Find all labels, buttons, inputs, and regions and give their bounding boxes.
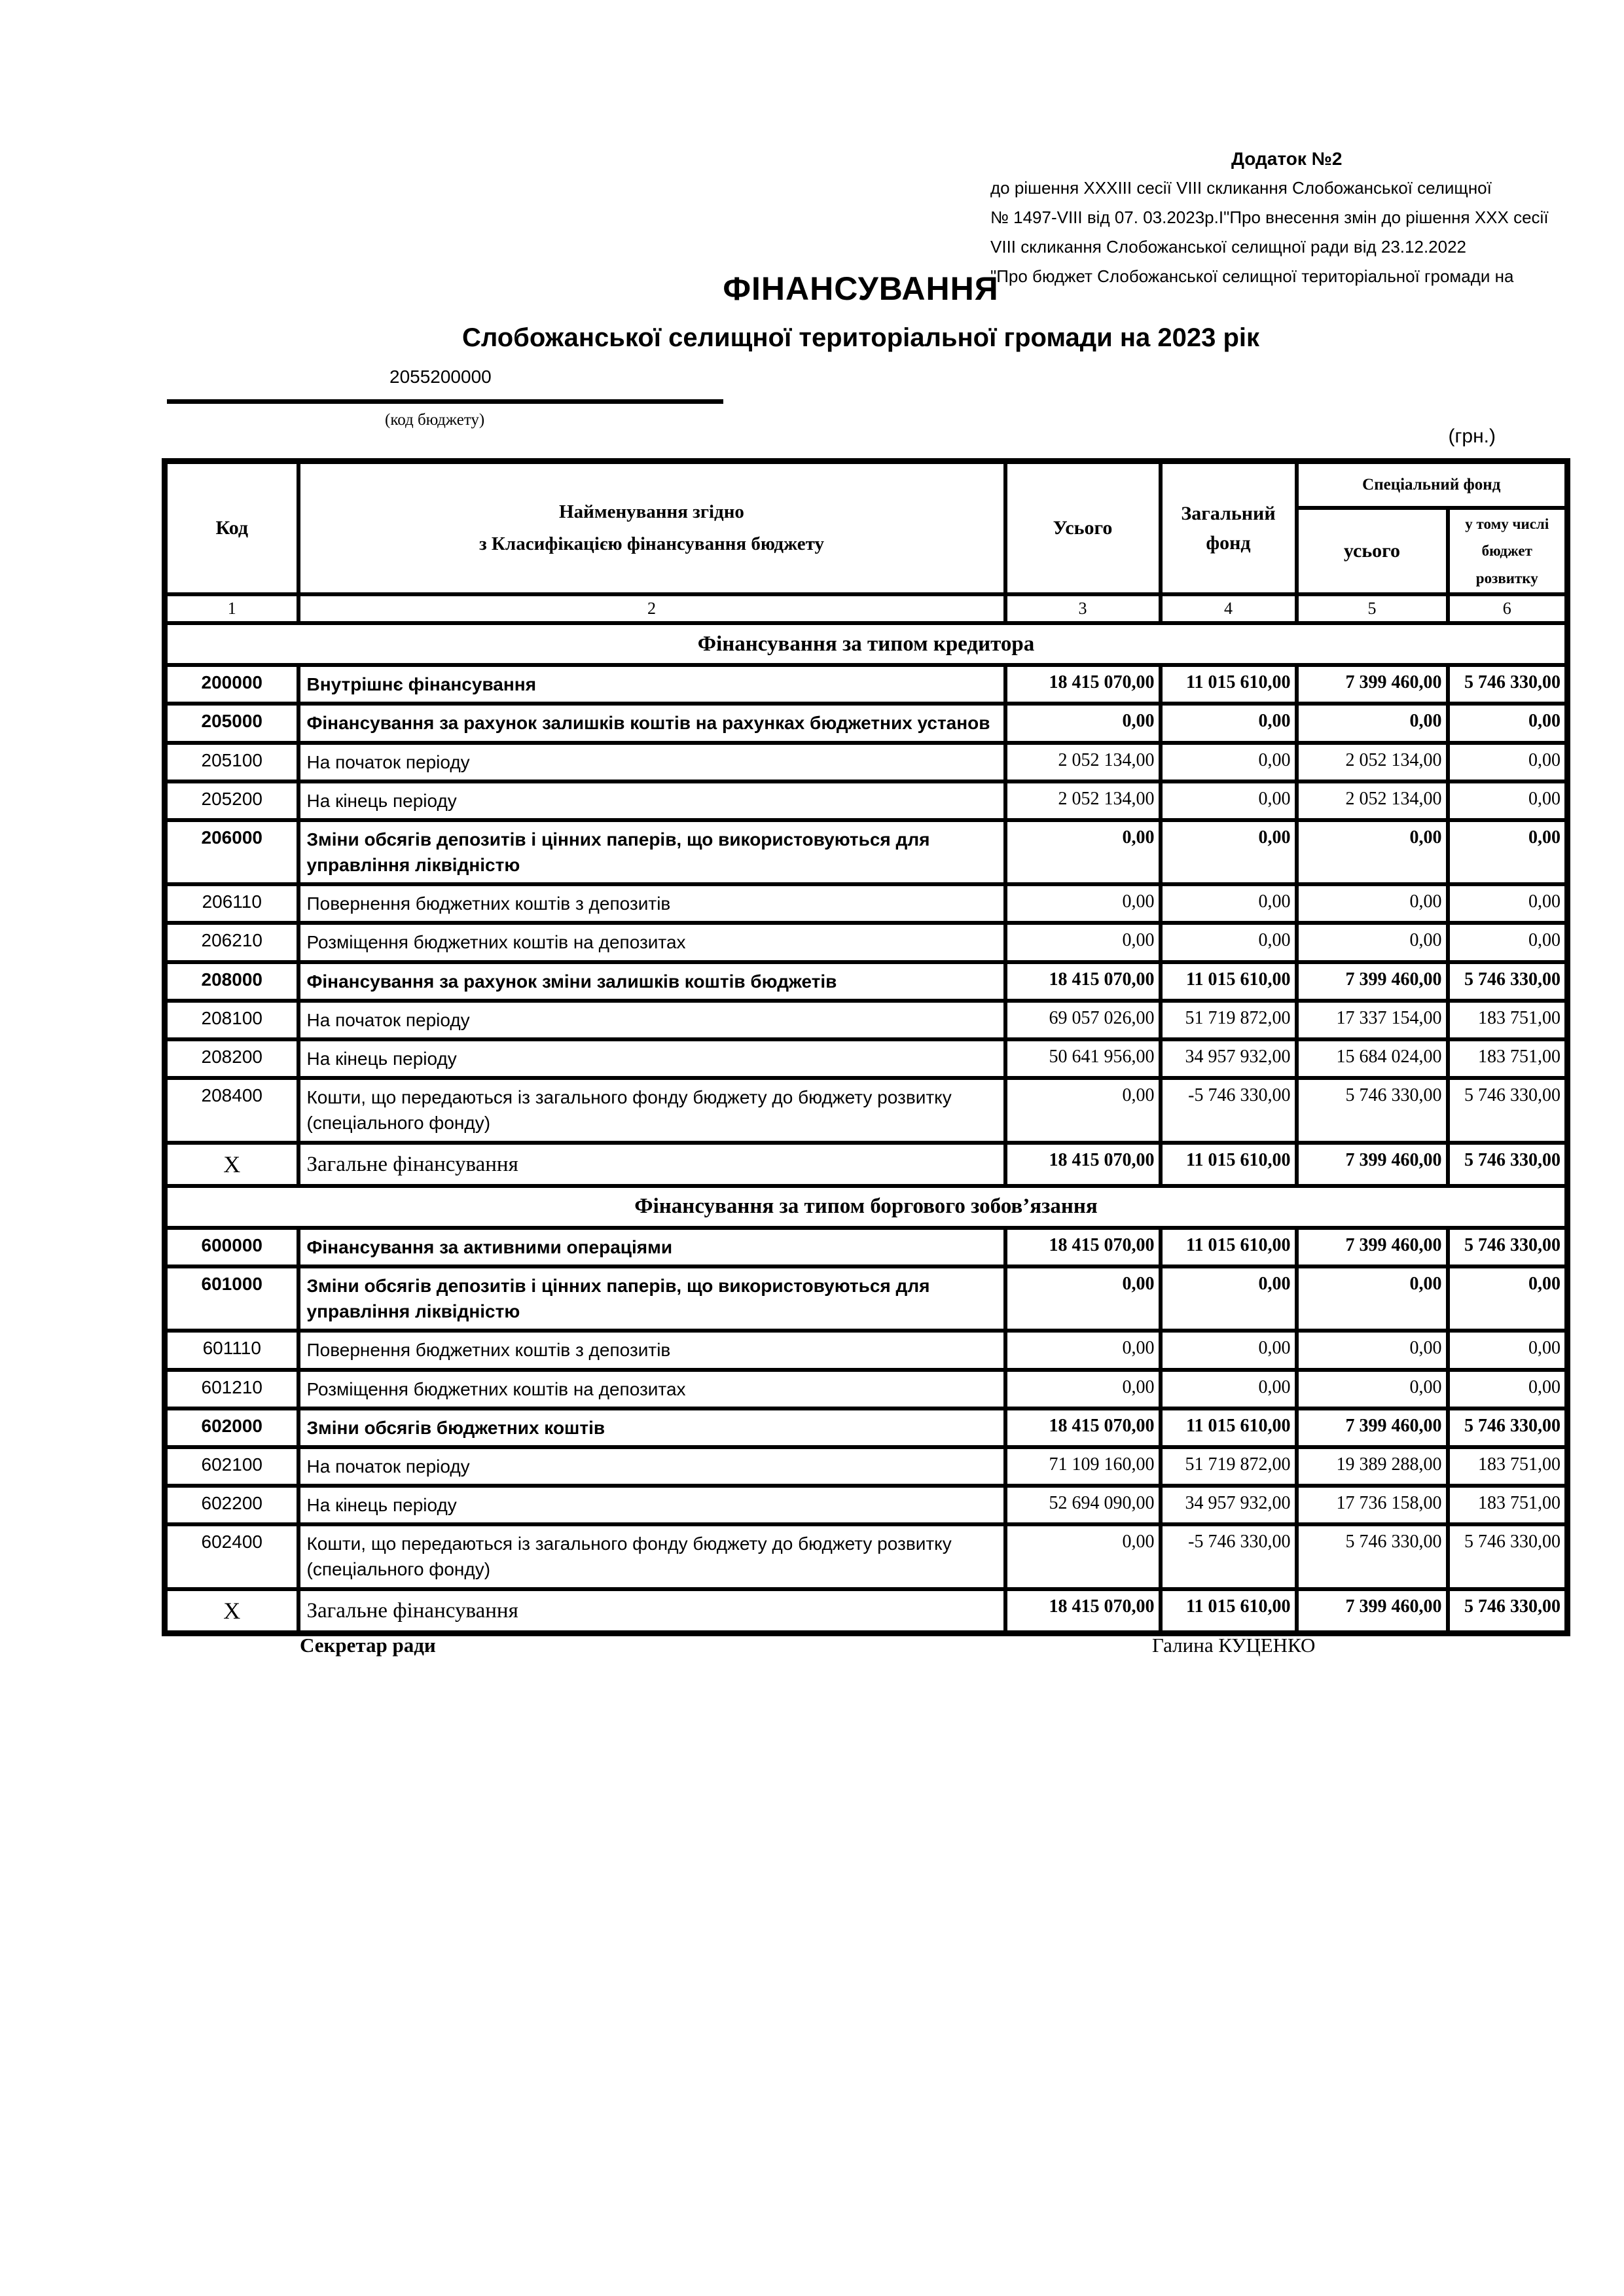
row-name: Розміщення бюджетних коштів на депозитах: [298, 1370, 1005, 1408]
section-title-row: [165, 623, 1568, 665]
row-value: 7 399 460,00: [1297, 1408, 1448, 1447]
row-value: 0,00: [1448, 1370, 1568, 1408]
table-row: [165, 1266, 1568, 1331]
row-value: 69 057 026,00: [1005, 1001, 1161, 1039]
row-value: 0,00: [1005, 1524, 1161, 1588]
row-name: Фінансування за активними операціями: [298, 1228, 1005, 1266]
row-value: 11 015 610,00: [1161, 962, 1297, 1001]
signature-position: Секретар ради: [300, 1634, 436, 1657]
row-value: 0,00: [1297, 1331, 1448, 1369]
row-value: 11 015 610,00: [1161, 665, 1297, 704]
row-value: 0,00: [1161, 884, 1297, 923]
row-code: 601110: [165, 1331, 298, 1369]
row-value: 7 399 460,00: [1297, 665, 1448, 704]
row-code: X: [165, 1143, 298, 1186]
row-value: 7 399 460,00: [1297, 1589, 1448, 1634]
row-code: 600000: [165, 1228, 298, 1266]
row-value: 0,00: [1448, 1266, 1568, 1331]
row-value: 5 746 330,00: [1448, 665, 1568, 704]
row-value: 0,00: [1005, 1266, 1161, 1331]
row-value: 0,00: [1448, 1331, 1568, 1369]
row-value: 0,00: [1448, 781, 1568, 820]
appendix-line: до рішення XXXIII сесії VIII скликання Слобожанської селищної: [990, 178, 1492, 198]
row-value: 0,00: [1297, 1370, 1448, 1408]
row-value: 11 015 610,00: [1161, 1143, 1297, 1186]
row-value: 0,00: [1161, 1370, 1297, 1408]
table-row: [165, 743, 1568, 781]
header-special-dev-line2: бюджет: [1481, 543, 1532, 560]
row-name: Повернення бюджетних коштів з депозитів: [298, 1331, 1005, 1369]
row-value: 0,00: [1448, 820, 1568, 884]
row-value: 0,00: [1161, 820, 1297, 884]
table-header-row: [165, 461, 1568, 509]
row-name: На початок періоду: [298, 1447, 1005, 1486]
column-number-row: [165, 594, 1568, 623]
row-code: 206110: [165, 884, 298, 923]
row-value: 7 399 460,00: [1297, 962, 1448, 1001]
currency-note: (грн.): [1448, 425, 1496, 447]
row-name: Фінансування за рахунок залишків коштів на рахунках бюджетних установ: [298, 704, 1005, 742]
row-value: 2 052 134,00: [1005, 781, 1161, 820]
row-name: Кошти, що передаються із загального фонду бюджету до бюджету розвитку (спеціального фонду): [298, 1078, 1005, 1142]
page-title: ФІНАНСУВАННЯ: [723, 270, 999, 307]
row-value: 18 415 070,00: [1005, 665, 1161, 704]
row-value: 18 415 070,00: [1005, 1408, 1161, 1447]
row-code: X: [165, 1589, 298, 1634]
row-value: 71 109 160,00: [1005, 1447, 1161, 1486]
row-value: -5 746 330,00: [1161, 1078, 1297, 1142]
row-value: 5 746 330,00: [1448, 1228, 1568, 1266]
row-name: Зміни обсягів бюджетних коштів: [298, 1408, 1005, 1447]
page-subtitle: Слобожанської селищної територіальної громади на 2023 рік: [461, 323, 1260, 352]
row-code: 205200: [165, 781, 298, 820]
header-special-fund: Спеціальний фонд: [1297, 461, 1568, 509]
budget-code-underline: [167, 399, 723, 404]
row-value: 18 415 070,00: [1005, 962, 1161, 1001]
row-value: 5 746 330,00: [1297, 1524, 1448, 1588]
row-value: 11 015 610,00: [1161, 1408, 1297, 1447]
row-value: 0,00: [1161, 781, 1297, 820]
table-row: [165, 1228, 1568, 1266]
total-row: [165, 1589, 1568, 1634]
table-row: [165, 1408, 1568, 1447]
budget-code-label: (код бюджету): [385, 411, 485, 429]
row-code: 200000: [165, 665, 298, 704]
row-value: 34 957 932,00: [1161, 1486, 1297, 1524]
row-code: 601000: [165, 1266, 298, 1331]
row-value: 183 751,00: [1448, 1039, 1568, 1078]
appendix-line: № 1497-VIII від 07. 03.2023р.І"Про внесення змін до рішення XXX сесії: [990, 207, 1549, 227]
header-special-dev-line1: у тому числі: [1465, 516, 1549, 532]
row-value: 0,00: [1448, 743, 1568, 781]
header-special-dev-line3: розвитку: [1475, 569, 1538, 586]
column-number: 3: [1005, 594, 1161, 623]
row-value: 183 751,00: [1448, 1486, 1568, 1524]
row-value: 0,00: [1005, 923, 1161, 961]
row-value: 0,00: [1448, 704, 1568, 742]
column-number: 5: [1297, 594, 1448, 623]
row-value: 17 736 158,00: [1297, 1486, 1448, 1524]
table-row: [165, 1001, 1568, 1039]
signature-name: Галина КУЦЕНКО: [1152, 1634, 1316, 1657]
header-special-total: усього: [1297, 508, 1448, 594]
row-name: Загальне фінансування: [298, 1589, 1005, 1634]
row-value: 0,00: [1005, 1331, 1161, 1369]
table-row: [165, 884, 1568, 923]
row-value: 7 399 460,00: [1297, 1143, 1448, 1186]
row-name: Кошти, що передаються із загального фонду бюджету до бюджету розвитку (спеціального фонду): [298, 1524, 1005, 1588]
column-number: 4: [1161, 594, 1297, 623]
row-value: 2 052 134,00: [1005, 743, 1161, 781]
appendix-line: "Про бюджет Слобожанської селищної територіальної громади на: [990, 266, 1514, 286]
row-value: 51 719 872,00: [1161, 1447, 1297, 1486]
row-value: 0,00: [1161, 923, 1297, 961]
section-title: Фінансування за типом кредитора: [165, 623, 1568, 665]
appendix-line: VIII скликання Слобожанської селищної ради від 23.12.2022: [990, 237, 1467, 257]
row-value: 15 684 024,00: [1297, 1039, 1448, 1078]
row-code: 602100: [165, 1447, 298, 1486]
header-special-dev: [1448, 508, 1568, 594]
row-name: Розміщення бюджетних коштів на депозитах: [298, 923, 1005, 961]
row-value: 0,00: [1161, 1266, 1297, 1331]
row-value: 0,00: [1161, 743, 1297, 781]
header-name: [298, 461, 1005, 595]
row-code: 208200: [165, 1039, 298, 1078]
row-value: 5 746 330,00: [1448, 1589, 1568, 1634]
row-value: 2 052 134,00: [1297, 743, 1448, 781]
row-name: На початок періоду: [298, 743, 1005, 781]
budget-code-value: 2055200000: [389, 367, 492, 387]
table-row: [165, 1524, 1568, 1588]
row-value: 19 389 288,00: [1297, 1447, 1448, 1486]
row-value: 0,00: [1297, 923, 1448, 961]
section-title-row: [165, 1186, 1568, 1228]
row-name: На кінець періоду: [298, 1039, 1005, 1078]
row-name: Фінансування за рахунок зміни залишків коштів бюджетів: [298, 962, 1005, 1001]
column-number: 6: [1448, 594, 1568, 623]
row-value: -5 746 330,00: [1161, 1524, 1297, 1588]
appendix-number: Додаток №2: [1231, 149, 1343, 169]
row-name: Загальне фінансування: [298, 1143, 1005, 1186]
table-row: [165, 923, 1568, 961]
row-value: 0,00: [1297, 884, 1448, 923]
row-value: 0,00: [1297, 1266, 1448, 1331]
table-row: [165, 781, 1568, 820]
row-name: Внутрішнє фінансування: [298, 665, 1005, 704]
row-code: 206210: [165, 923, 298, 961]
row-value: 17 337 154,00: [1297, 1001, 1448, 1039]
row-value: 183 751,00: [1448, 1001, 1568, 1039]
row-value: 5 746 330,00: [1297, 1078, 1448, 1142]
header-general-fund: Загальний фонд: [1161, 461, 1297, 595]
header-name-line2: з Класифікацією фінансування бюджету: [479, 533, 824, 555]
row-value: 0,00: [1005, 884, 1161, 923]
document-header: [131, 270, 1591, 353]
row-value: 0,00: [1161, 1331, 1297, 1369]
column-number: 1: [165, 594, 298, 623]
row-code: 601210: [165, 1370, 298, 1408]
row-value: 18 415 070,00: [1005, 1228, 1161, 1266]
row-value: 18 415 070,00: [1005, 1143, 1161, 1186]
row-value: 0,00: [1161, 704, 1297, 742]
table-row: [165, 1078, 1568, 1142]
row-value: 50 641 956,00: [1005, 1039, 1161, 1078]
table-row: [165, 820, 1568, 884]
row-code: 205000: [165, 704, 298, 742]
row-name: Зміни обсягів депозитів і цінних паперів, що використовуються для управління ліквідністю: [298, 820, 1005, 884]
row-value: 0,00: [1005, 704, 1161, 742]
section-title: Фінансування за типом боргового зобов’язання: [165, 1186, 1568, 1228]
table-row: [165, 1039, 1568, 1078]
row-value: 11 015 610,00: [1161, 1589, 1297, 1634]
row-value: 11 015 610,00: [1161, 1228, 1297, 1266]
row-code: 205100: [165, 743, 298, 781]
row-value: 0,00: [1005, 1078, 1161, 1142]
row-value: 5 746 330,00: [1448, 1408, 1568, 1447]
row-value: 7 399 460,00: [1297, 1228, 1448, 1266]
row-value: 51 719 872,00: [1161, 1001, 1297, 1039]
column-number: 2: [298, 594, 1005, 623]
row-value: 0,00: [1005, 1370, 1161, 1408]
row-value: 0,00: [1297, 704, 1448, 742]
header-code: Код: [165, 461, 298, 595]
row-value: 5 746 330,00: [1448, 1524, 1568, 1588]
row-value: 2 052 134,00: [1297, 781, 1448, 820]
row-name: На кінець періоду: [298, 1486, 1005, 1524]
row-name: Повернення бюджетних коштів з депозитів: [298, 884, 1005, 923]
row-value: 34 957 932,00: [1161, 1039, 1297, 1078]
row-code: 602000: [165, 1408, 298, 1447]
row-value: 52 694 090,00: [1005, 1486, 1161, 1524]
row-code: 208400: [165, 1078, 298, 1142]
row-name: Зміни обсягів депозитів і цінних паперів, що використовуються для управління ліквідністю: [298, 1266, 1005, 1331]
row-value: 5 746 330,00: [1448, 1143, 1568, 1186]
header-name-line1: Найменування згідно: [559, 501, 744, 522]
table-row: [165, 665, 1568, 704]
row-value: 5 746 330,00: [1448, 962, 1568, 1001]
table-row: [165, 704, 1568, 742]
row-code: 602200: [165, 1486, 298, 1524]
row-value: 0,00: [1297, 820, 1448, 884]
row-name: На початок періоду: [298, 1001, 1005, 1039]
row-value: 183 751,00: [1448, 1447, 1568, 1486]
table-row: [165, 1447, 1568, 1486]
row-code: 602400: [165, 1524, 298, 1588]
row-code: 208000: [165, 962, 298, 1001]
row-code: 208100: [165, 1001, 298, 1039]
table-row: [165, 1486, 1568, 1524]
table-row: [165, 1331, 1568, 1369]
financing-table: [162, 458, 1570, 1636]
table-row: [165, 1370, 1568, 1408]
row-code: 206000: [165, 820, 298, 884]
row-value: 5 746 330,00: [1448, 1078, 1568, 1142]
row-value: 0,00: [1448, 923, 1568, 961]
table-row: [165, 962, 1568, 1001]
row-name: На кінець періоду: [298, 781, 1005, 820]
total-row: [165, 1143, 1568, 1186]
header-total: Усього: [1005, 461, 1161, 595]
row-value: 0,00: [1448, 884, 1568, 923]
row-value: 18 415 070,00: [1005, 1589, 1161, 1634]
row-value: 0,00: [1005, 820, 1161, 884]
